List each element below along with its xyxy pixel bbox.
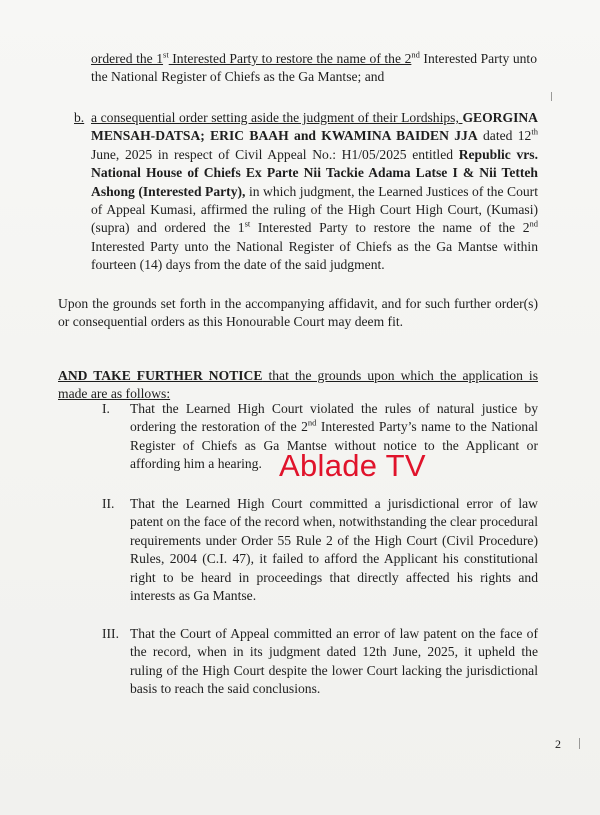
ground-item (100, 495, 538, 605)
item-b-sup-date: th (531, 126, 538, 137)
item-b-case-title: Republic vrs. National House of Chiefs Ex Parte Nii Tackie Adama Latse I & Nii Tetteh Ashong (Interested Party), (91, 146, 538, 199)
margin-mark (579, 738, 580, 749)
intro-sup-a: st (163, 49, 169, 60)
ground-text-a: That the Learned High Court violated the rules of natural justice by ordering the restoration of the 2 (130, 401, 538, 435)
item-b-paragraph (74, 109, 538, 275)
ground-number: II. (102, 496, 115, 511)
notice-text: that the grounds upon which the application is made are as follows: (58, 368, 539, 402)
notice-heading: AND TAKE FURTHER NOTICE (58, 368, 263, 383)
ground-text-b: Interested Party’s name to the National Register of Chiefs as Ga Mantse without notice to the Applicant or affording him a hearing. (130, 419, 539, 472)
ground-number: I. (102, 401, 110, 416)
ground-text: That the Court of Appeal committed an error of law patent on the face of the record, when in its judgment dated 12th June, 2025, it upheld the ruling of the High Court despite the lower Court lacking the jurisdictional basis to reach the said conclusions. (130, 626, 538, 697)
intro-paragraph (91, 50, 537, 87)
page-number: 2 (555, 737, 561, 751)
item-b-text-1: a consequential order setting aside the judgment of their Lordships, (91, 110, 463, 125)
watermark-label: Ablade TV (279, 448, 426, 483)
item-b-sup-1: st (244, 218, 251, 229)
intro-text-c: Interested Party unto the National Register of Chiefs as the Ga Mantse; and (91, 51, 538, 85)
item-b-text-4: in which judgment, the Learned Justices of the Court of Appeal Kumasi, affirmed the ruling of the High Court High Court, (Kumasi)(supra) and ordered the 1 (91, 183, 538, 236)
item-b-text-3: June, 2025 in respect of Civil Appeal No.: H1/05/2025 entitled (91, 146, 459, 162)
item-b-text-6: Interested Party unto the National Register of Chiefs as the Ga Mantse within fourteen (14) days from the date of the said judgment. (91, 238, 538, 273)
item-b-text-2: dated 12 (477, 128, 532, 144)
intro-sup-b: nd (411, 49, 420, 60)
intro-text-a: ordered the 1 (91, 51, 164, 66)
upon-paragraph: Upon the grounds set forth in the accompanying affidavit, and for such further order(s) or consequential orders as this Honourable Court may deem fit. (58, 296, 538, 330)
margin-mark (551, 92, 552, 101)
ground-number: III. (102, 626, 119, 641)
item-b-judges: GEORGINA MENSAH-DATSA; ERIC BAAH and KWAMINA BAIDEN JJA (91, 110, 538, 144)
item-b-sup-2: nd (529, 218, 539, 229)
ground-item (100, 625, 538, 699)
item-b-text-5: Interested Party to restore the name of the 2 (250, 220, 530, 236)
intro-text-b: Interested Party to restore the name of the 2 (168, 51, 412, 66)
notice-paragraph (58, 367, 538, 404)
ground-sup: nd (307, 417, 317, 428)
item-b-label: b. (74, 110, 85, 125)
ground-text: That the Learned High Court committed a jurisdictional error of law patent on the face of the record when, notwithstanding the clear procedural requirements under Order 55 Rule 2 of the High Court (Civil Procedure) Rules, 2004 (C.I. 47), it failed to afford the Applicant his constitutional right to be heard in proceedings that directly affected his rights and interests as Ga Mantse. (130, 496, 538, 604)
